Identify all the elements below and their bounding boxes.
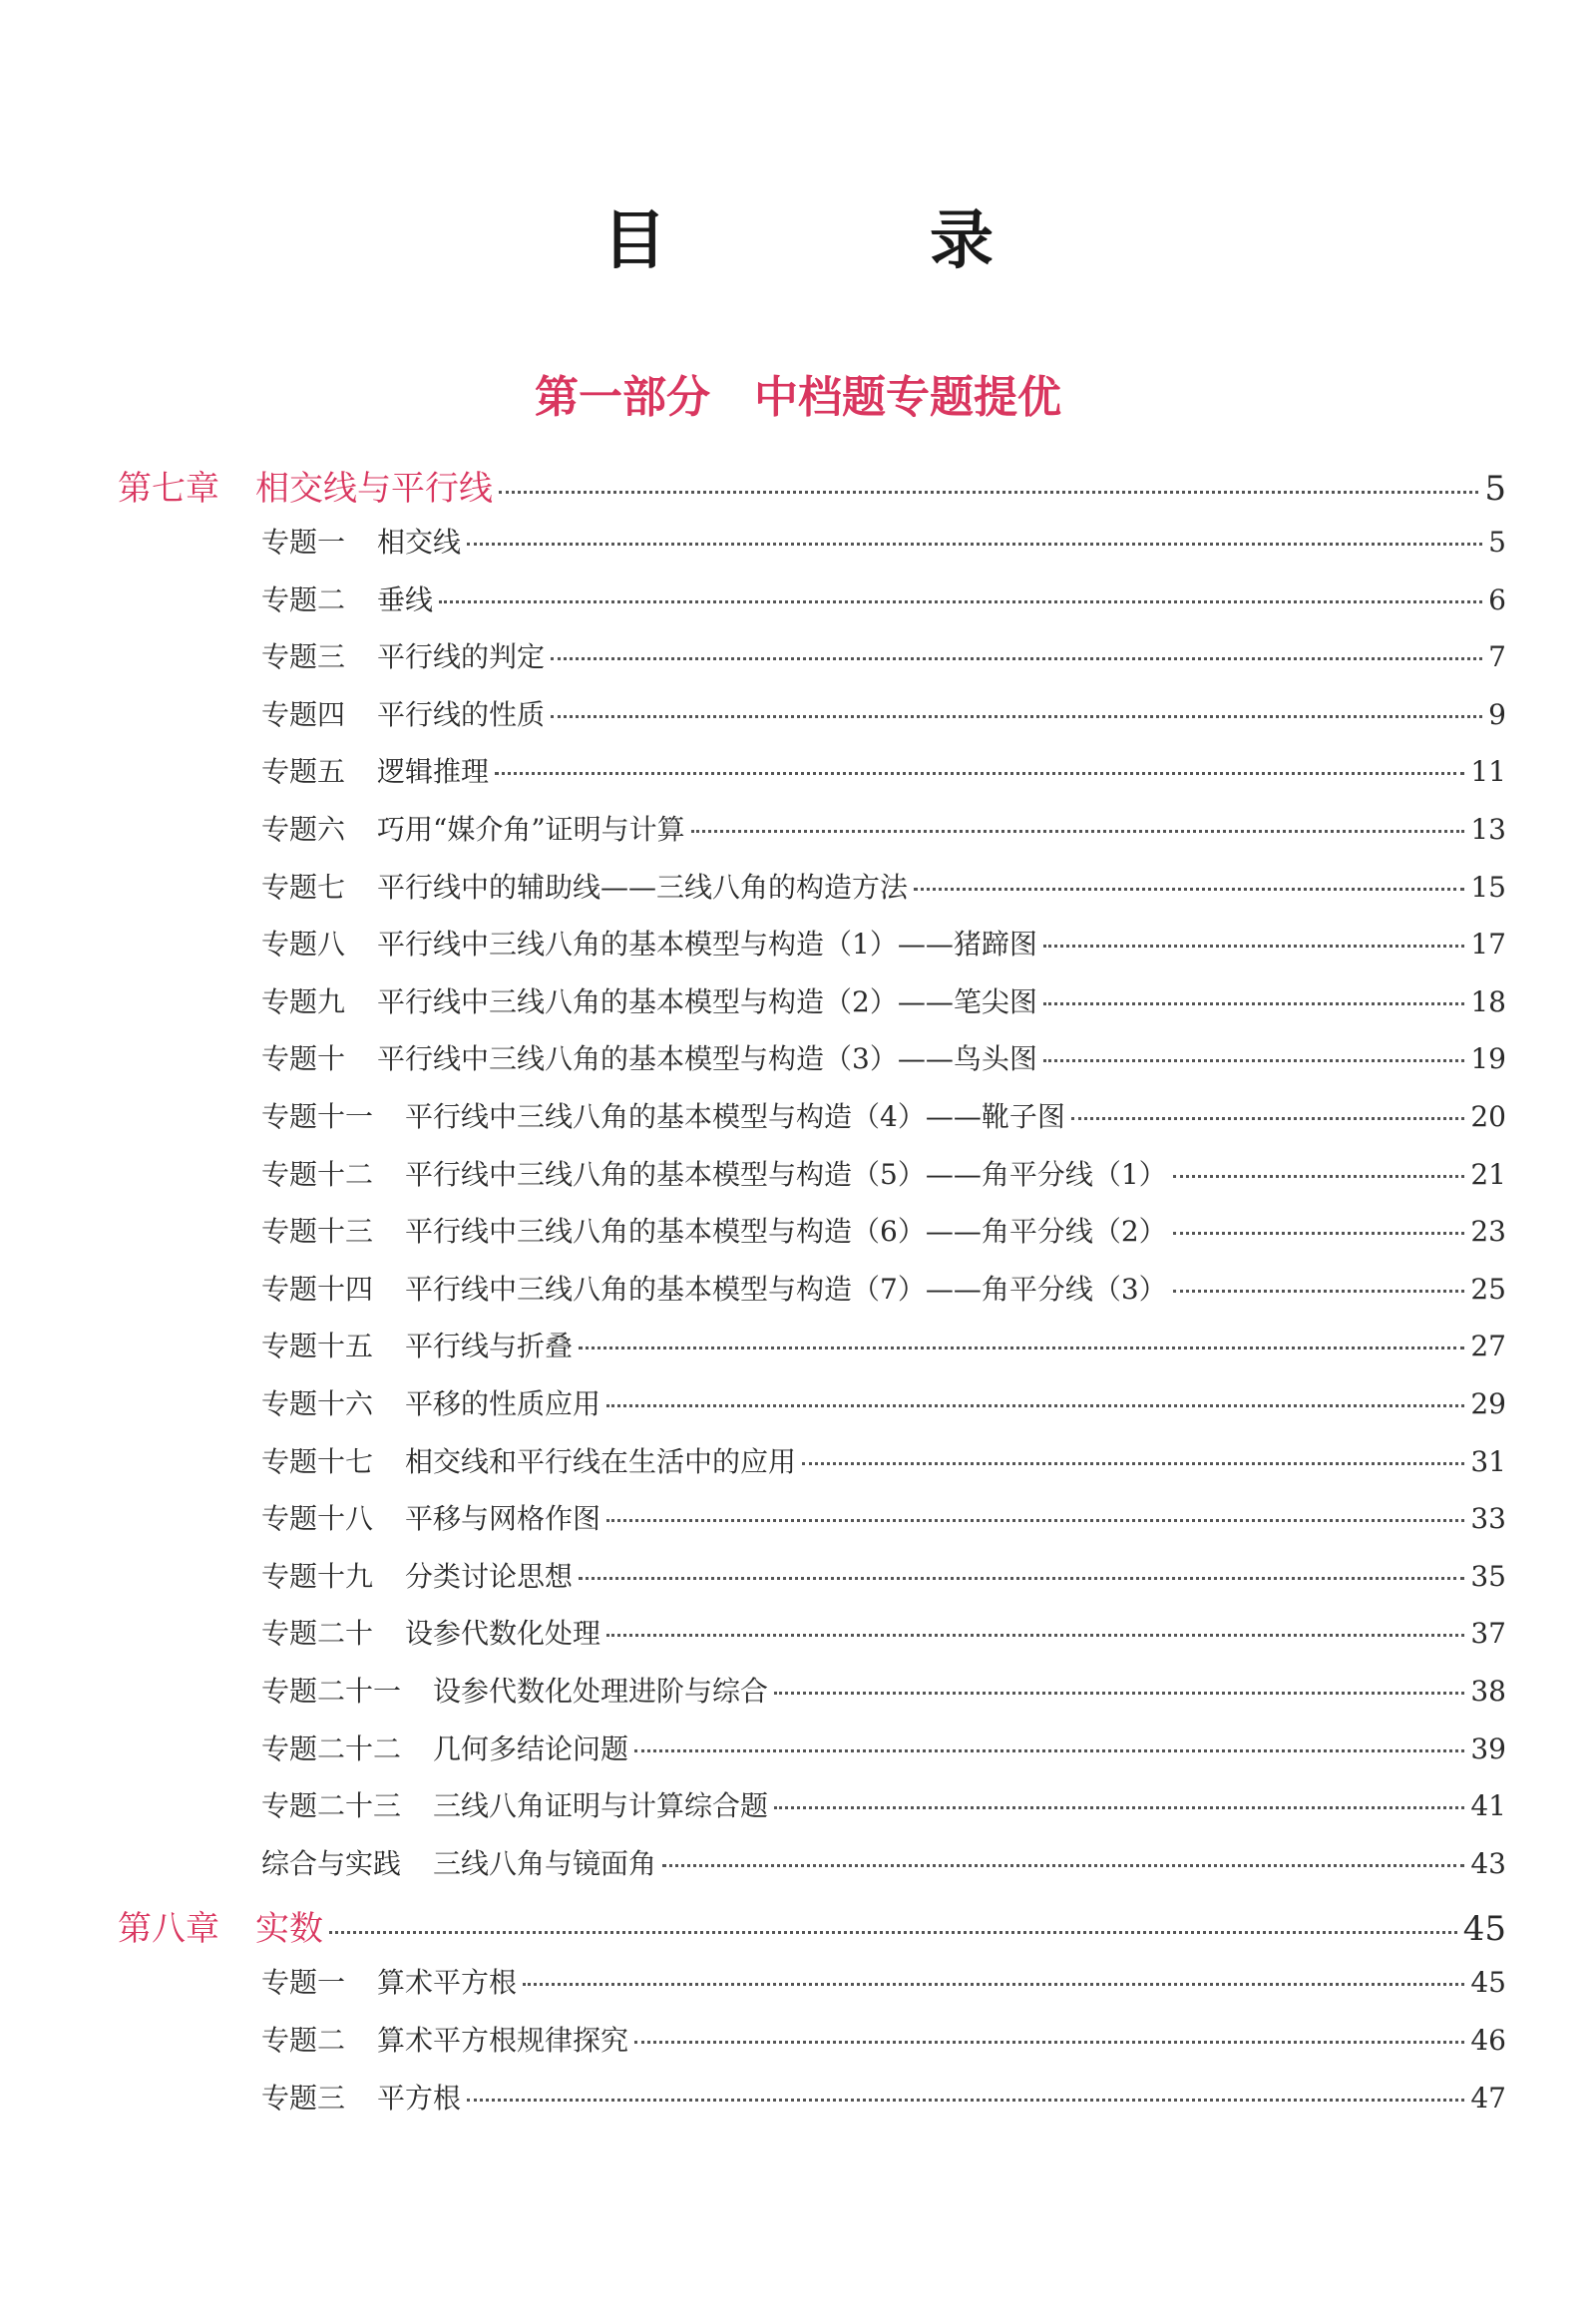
page-number: 39 bbox=[1470, 1732, 1506, 1765]
topic-name: 平行线中三线八角的基本模型与构造（7）——角平分线（3） bbox=[405, 1272, 1167, 1306]
topic-name: 平行线中三线八角的基本模型与构造（1）——猪蹄图 bbox=[377, 928, 1037, 962]
page-number: 27 bbox=[1470, 1330, 1506, 1363]
page-number: 29 bbox=[1470, 1387, 1506, 1420]
topic-name: 平行线中三线八角的基本模型与构造（6）——角平分线（2） bbox=[405, 1215, 1167, 1249]
toc-chapter-entry[interactable] bbox=[118, 1901, 1506, 1950]
dot-leader bbox=[523, 1983, 1464, 1986]
topic-code: 专题十 bbox=[261, 1042, 346, 1076]
dot-leader bbox=[1173, 1232, 1465, 1235]
topic-code: 专题二十三 bbox=[261, 1789, 402, 1823]
topic-name: 分类讨论思想 bbox=[405, 1559, 574, 1593]
dot-leader bbox=[579, 1577, 1464, 1580]
page-number: 7 bbox=[1488, 640, 1506, 674]
topic-code: 专题一 bbox=[261, 526, 346, 559]
page-number: 19 bbox=[1470, 1042, 1506, 1076]
page-number: 9 bbox=[1488, 697, 1506, 731]
page-number: 5 bbox=[1484, 469, 1506, 509]
dot-leader bbox=[634, 2041, 1464, 2044]
topic-name: 平方根 bbox=[377, 2081, 462, 2115]
toc-topic-entry[interactable] bbox=[261, 980, 1506, 1020]
toc-chapter-entry[interactable] bbox=[118, 461, 1506, 510]
chapter-code: 第七章 bbox=[118, 469, 219, 509]
dot-leader bbox=[1071, 1117, 1465, 1120]
topic-code: 专题二十二 bbox=[261, 1732, 402, 1765]
topic-code: 专题五 bbox=[261, 755, 346, 789]
page-number: 41 bbox=[1470, 1789, 1506, 1823]
page-number: 5 bbox=[1488, 526, 1506, 559]
topic-name: 平行线的判定 bbox=[377, 640, 546, 674]
dot-leader bbox=[634, 1749, 1464, 1752]
page-number: 13 bbox=[1470, 813, 1506, 846]
topic-code: 专题十四 bbox=[261, 1272, 374, 1306]
topic-name: 三线八角证明与计算综合题 bbox=[433, 1789, 769, 1823]
page-number: 45 bbox=[1462, 1909, 1506, 1950]
dot-leader bbox=[606, 1404, 1464, 1407]
toc-topic-entry[interactable] bbox=[261, 1037, 1506, 1077]
topic-name: 平移的性质应用 bbox=[405, 1387, 601, 1420]
dot-leader bbox=[551, 657, 1482, 660]
page-number: 33 bbox=[1470, 1502, 1506, 1536]
toc-topic-entry[interactable] bbox=[261, 1961, 1506, 2001]
page-number: 6 bbox=[1488, 582, 1506, 616]
topic-name: 设参代数化处理 bbox=[405, 1617, 601, 1651]
topic-code: 专题三 bbox=[261, 2081, 346, 2115]
topic-code: 专题九 bbox=[261, 984, 346, 1018]
topic-code: 专题十一 bbox=[261, 1100, 374, 1133]
page-number: 46 bbox=[1470, 2024, 1506, 2057]
dot-leader bbox=[774, 1806, 1464, 1809]
topic-name: 平行线中三线八角的基本模型与构造（2）——笔尖图 bbox=[377, 984, 1037, 1018]
page-number: 23 bbox=[1470, 1215, 1506, 1249]
toc-topic-entry[interactable] bbox=[261, 808, 1506, 848]
dot-leader bbox=[499, 491, 1478, 494]
topic-name: 垂线 bbox=[377, 582, 434, 616]
topic-code: 专题十三 bbox=[261, 1215, 374, 1249]
topic-name: 算术平方根规律探究 bbox=[377, 2024, 629, 2057]
toc-topic-entry[interactable] bbox=[261, 1842, 1506, 1882]
topic-code: 专题十八 bbox=[261, 1502, 374, 1536]
topic-name: 平行线中三线八角的基本模型与构造（3）——鸟头图 bbox=[377, 1042, 1037, 1076]
page-number: 31 bbox=[1470, 1444, 1506, 1478]
topic-name: 巧用“媒介角”证明与计算 bbox=[377, 813, 685, 846]
toc-topic-entry[interactable] bbox=[261, 1670, 1506, 1710]
topic-name: 相交线 bbox=[377, 526, 462, 559]
topic-code: 专题四 bbox=[261, 697, 346, 731]
dot-leader bbox=[691, 830, 1465, 833]
topic-code: 综合与实践 bbox=[261, 1846, 402, 1880]
topic-code: 专题十五 bbox=[261, 1330, 374, 1363]
toc-topic-entry[interactable] bbox=[261, 750, 1506, 790]
dot-leader bbox=[439, 600, 1482, 603]
toc-topic-entry[interactable] bbox=[261, 1497, 1506, 1537]
dot-leader bbox=[495, 772, 1464, 775]
page-number: 43 bbox=[1470, 1846, 1506, 1880]
topic-name: 平行线中三线八角的基本模型与构造（5）——角平分线（1） bbox=[405, 1157, 1167, 1191]
dot-leader bbox=[551, 715, 1482, 718]
toc-topic-entry[interactable] bbox=[261, 1555, 1506, 1595]
toc-topic-entry[interactable] bbox=[261, 1784, 1506, 1824]
page-number: 17 bbox=[1470, 928, 1506, 962]
topic-name: 平行线中的辅助线——三线八角的构造方法 bbox=[377, 870, 909, 904]
toc-topic-entry[interactable] bbox=[261, 2019, 1506, 2059]
page-number: 15 bbox=[1470, 870, 1506, 904]
part-title: 第一部分 中档题专题提优 bbox=[535, 372, 1061, 423]
dot-leader bbox=[1043, 1059, 1465, 1062]
page-number: 38 bbox=[1470, 1675, 1506, 1708]
page-number: 25 bbox=[1470, 1272, 1506, 1306]
topic-name: 相交线和平行线在生活中的应用 bbox=[405, 1444, 797, 1478]
page-title: 目 录 bbox=[602, 203, 1093, 278]
dot-leader bbox=[467, 2099, 1464, 2102]
toc-topic-entry[interactable] bbox=[261, 1268, 1506, 1308]
topic-name: 平行线中三线八角的基本模型与构造（4）——靴子图 bbox=[405, 1100, 1065, 1133]
topic-code: 专题二 bbox=[261, 2024, 346, 2057]
dot-leader bbox=[662, 1864, 1464, 1867]
topic-code: 专题八 bbox=[261, 928, 346, 962]
toc-topic-entry[interactable] bbox=[261, 1325, 1506, 1364]
page-number: 18 bbox=[1470, 984, 1506, 1018]
dot-leader bbox=[606, 1519, 1464, 1522]
page-number: 20 bbox=[1470, 1100, 1506, 1133]
topic-code: 专题十二 bbox=[261, 1157, 374, 1191]
topic-code: 专题六 bbox=[261, 813, 346, 846]
topic-code: 专题二 bbox=[261, 582, 346, 616]
topic-name: 几何多结论问题 bbox=[433, 1732, 629, 1765]
dot-leader bbox=[606, 1634, 1464, 1637]
toc-topic-entry[interactable] bbox=[261, 2077, 1506, 2117]
toc-topic-entry[interactable] bbox=[261, 1095, 1506, 1135]
toc-topic-entry[interactable] bbox=[261, 1728, 1506, 1767]
dot-leader bbox=[914, 888, 1464, 891]
toc-topic-entry[interactable] bbox=[261, 521, 1506, 561]
page-number: 35 bbox=[1470, 1559, 1506, 1593]
topic-code: 专题七 bbox=[261, 870, 346, 904]
topic-name: 算术平方根 bbox=[377, 1966, 518, 2000]
topic-code: 专题十九 bbox=[261, 1559, 374, 1593]
topic-code: 专题二十 bbox=[261, 1617, 374, 1651]
dot-leader bbox=[1043, 945, 1465, 948]
topic-code: 专题二十一 bbox=[261, 1675, 402, 1708]
toc-topic-entry[interactable] bbox=[261, 1382, 1506, 1422]
toc-topic-entry[interactable] bbox=[261, 1612, 1506, 1652]
page-number: 45 bbox=[1470, 1966, 1506, 2000]
page-number: 11 bbox=[1470, 755, 1506, 789]
page-number: 21 bbox=[1470, 1157, 1506, 1191]
dot-leader bbox=[1173, 1175, 1465, 1178]
toc-topic-entry[interactable] bbox=[261, 1440, 1506, 1480]
dot-leader bbox=[1173, 1290, 1465, 1293]
toc-topic-entry[interactable] bbox=[261, 1210, 1506, 1250]
topic-code: 专题一 bbox=[261, 1966, 346, 2000]
page-number: 37 bbox=[1470, 1617, 1506, 1651]
topic-code: 专题十七 bbox=[261, 1444, 374, 1478]
topic-name: 平移与网格作图 bbox=[405, 1502, 601, 1536]
dot-leader bbox=[579, 1347, 1464, 1349]
page-number: 47 bbox=[1470, 2081, 1506, 2115]
topic-name: 平行线的性质 bbox=[377, 697, 546, 731]
dot-leader bbox=[774, 1692, 1464, 1695]
toc-topic-entry[interactable] bbox=[261, 635, 1506, 675]
toc-topic-entry[interactable] bbox=[261, 866, 1506, 906]
toc-topic-entry[interactable] bbox=[261, 693, 1506, 733]
topic-code: 专题三 bbox=[261, 640, 346, 674]
chapter-name: 实数 bbox=[255, 1909, 323, 1950]
toc-topic-entry[interactable] bbox=[261, 1153, 1506, 1193]
topic-code: 专题十六 bbox=[261, 1387, 374, 1420]
topic-name: 三线八角与镜面角 bbox=[433, 1846, 657, 1880]
dot-leader bbox=[802, 1462, 1464, 1465]
dot-leader bbox=[1043, 1002, 1465, 1005]
topic-name: 逻辑推理 bbox=[377, 755, 490, 789]
dot-leader bbox=[467, 543, 1482, 546]
toc-topic-entry[interactable] bbox=[261, 578, 1506, 618]
chapter-code: 第八章 bbox=[118, 1909, 219, 1950]
toc-topic-entry[interactable] bbox=[261, 923, 1506, 962]
topic-name: 平行线与折叠 bbox=[405, 1330, 574, 1363]
chapter-name: 相交线与平行线 bbox=[255, 469, 493, 509]
dot-leader bbox=[329, 1931, 1457, 1934]
topic-name: 设参代数化处理进阶与综合 bbox=[433, 1675, 769, 1708]
